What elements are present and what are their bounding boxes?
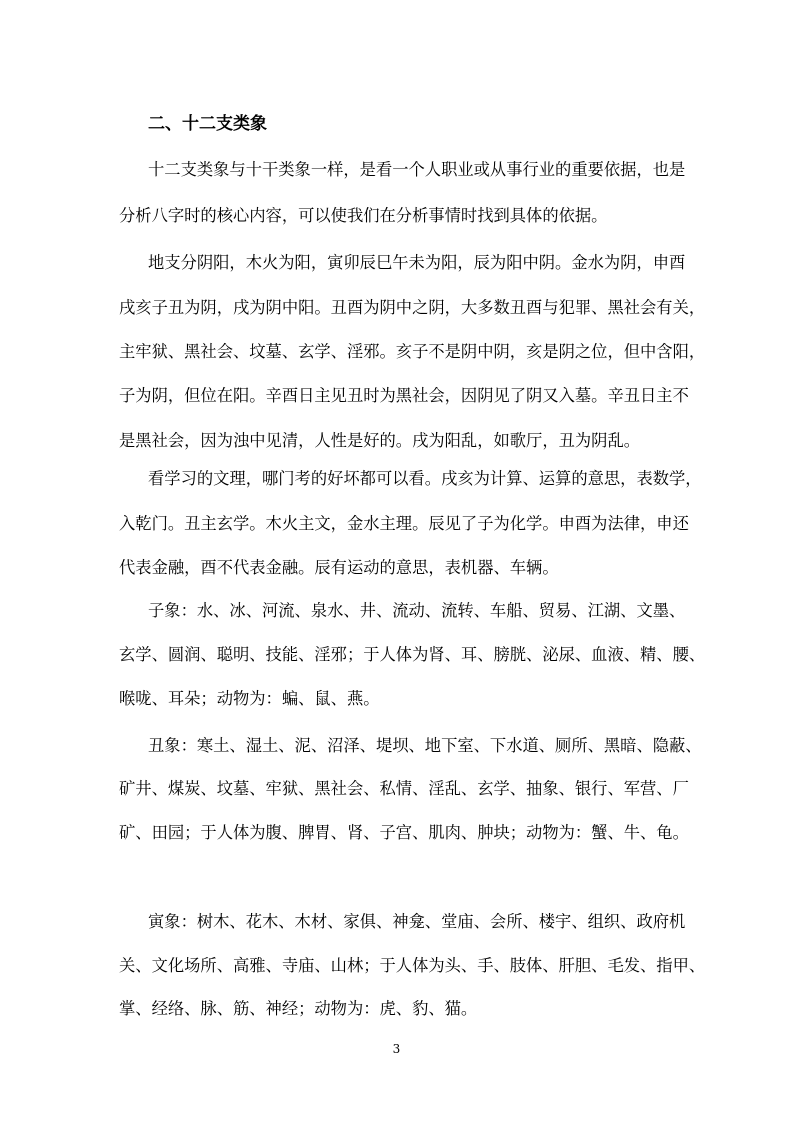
text-line-5: 主牢狱、黑社会、坟墓、玄学、淫邪。亥子不是阴中阴，亥是阴之位，但中含阳，	[119, 342, 706, 361]
text-line-14: 丑象：寒土、湿土、泥、沼泽、堤坝、地下室、下水道、厕所、黑暗、隐蔽、	[148, 736, 702, 755]
text-line-10: 代表金融，酉不代表金融。辰有运动的意思，表机器、车辆。	[119, 558, 559, 577]
page-number: 3	[392, 1042, 401, 1056]
text-line-11: 子象：水、冰、河流、泉水、井、流动、流转、车船、贸易、江湖、文墨、	[148, 601, 686, 620]
text-line-19: 掌、经络、脉、筋、神经；动物为：虎、豹、猫。	[119, 999, 478, 1018]
text-line-13: 喉咙、耳朵；动物为：蝙、鼠、燕。	[119, 689, 380, 708]
text-line-18: 关、文化场所、高雅、寺庙、山林；于人体为头、手、肢体、肝胆、毛发、指甲、	[119, 956, 706, 975]
section-heading: 二、十二支类象	[148, 114, 267, 134]
text-line-2: 分析八字时的核心内容，可以使我们在分析事情时找到具体的依据。	[119, 206, 608, 225]
text-line-7: 是黑社会，因为浊中见清，人性是好的。戌为阳乱，如歌厅，丑为阴乱。	[119, 431, 641, 450]
text-line-1: 十二支类象与十干类象一样，是看一个人职业或从事行业的重要依据，也是	[148, 160, 686, 179]
text-line-6: 子为阴，但位在阳。辛酉日主见丑时为黑社会，因阴见了阴又入墓。辛丑日主不	[119, 386, 689, 405]
text-line-16: 矿、田园；于人体为腹、脾胃、肾、子宫、肌肉、肿块；动物为：蟹、牛、龟。	[119, 823, 689, 842]
text-line-3: 地支分阴阳，木火为阳，寅卯辰巳午未为阳，辰为阳中阴。金水为阴，申酉	[148, 253, 686, 272]
text-line-12: 玄学、圆润、聪明、技能、淫邪；于人体为肾、耳、膀胱、泌尿、血液、精、腰、	[119, 645, 706, 664]
text-line-8: 看学习的文理，哪门考的好坏都可以看。戌亥为计算、运算的意思，表数学，	[148, 469, 702, 488]
text-line-9: 入乾门。丑主玄学。木火主文，金水主理。辰见了子为化学。申酉为法律，申还	[119, 514, 689, 533]
text-line-15: 矿井、煤炭、坟墓、牢狱、黑社会、私情、淫乱、玄学、抽象、银行、军营、厂	[119, 779, 689, 798]
text-line-17: 寅象：树木、花木、木材、家俱、神龛、堂庙、会所、楼宇、组织、政府机	[148, 912, 686, 931]
text-line-4: 戌亥子丑为阴，戌为阴中阳。丑酉为阴中之阴，大多数丑酉与犯罪、黑社会有关，	[119, 298, 706, 317]
